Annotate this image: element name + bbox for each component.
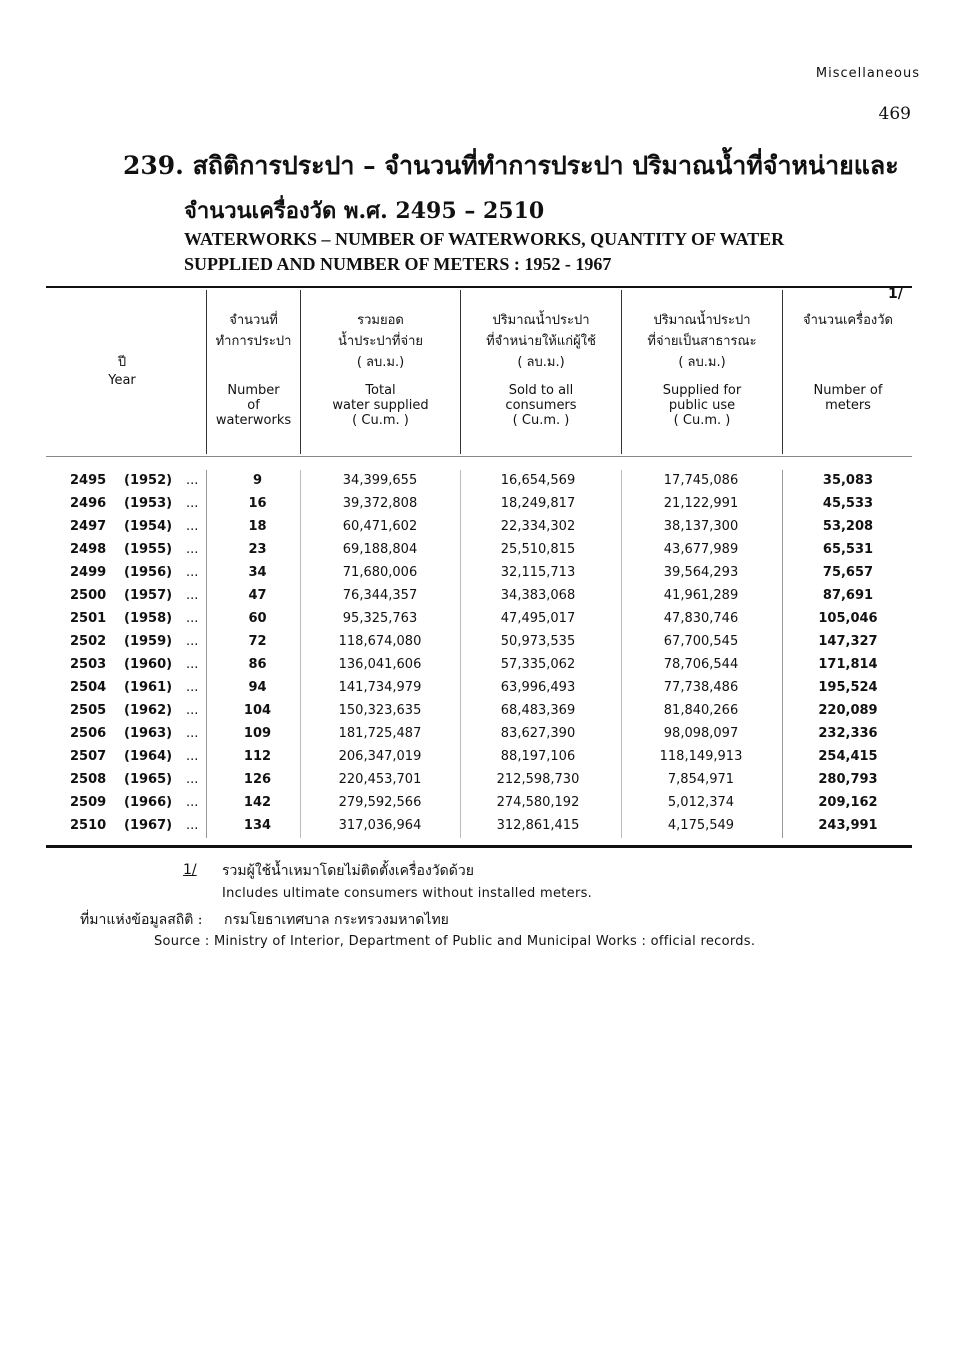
- table-row: [46, 726, 912, 749]
- header-public-en-unit: ( Cu.m. ): [673, 413, 731, 428]
- cell-total-supplied: 136,041,606: [338, 657, 422, 672]
- cell-leader-dots: ...: [186, 496, 199, 511]
- english-title-line1: WATERWORKS – NUMBER OF WATERWORKS, QUANTITY OF WATER: [184, 229, 785, 249]
- cell-year-be: 2506: [70, 726, 107, 741]
- cell-leader-dots: ...: [186, 588, 199, 603]
- cell-leader-dots: ...: [186, 726, 199, 741]
- cell-sold-to-consumers: 34,383,068: [500, 588, 576, 603]
- cell-total-supplied: 150,323,635: [338, 703, 422, 718]
- table-bottom-rule: [46, 845, 912, 848]
- cell-leader-dots: ...: [186, 795, 199, 810]
- cell-sold-to-consumers: 312,861,415: [496, 818, 580, 833]
- table-row: [46, 473, 912, 496]
- cell-year-be: 2504: [70, 680, 107, 695]
- cell-sold-to-consumers: 83,627,390: [500, 726, 576, 741]
- cell-sold-to-consumers: 50,973,535: [500, 634, 576, 649]
- header-public-english: [622, 383, 782, 428]
- cell-sold-to-consumers: 32,115,713: [500, 565, 576, 580]
- cell-public-use: 118,149,913: [659, 749, 743, 764]
- header-total-english: [301, 383, 460, 428]
- cell-year-ce: (1957): [124, 588, 173, 603]
- cell-meters-count: 209,162: [818, 795, 878, 810]
- table-row: [46, 519, 912, 542]
- cell-year-ce: (1956): [124, 565, 173, 580]
- table-row: [46, 818, 912, 841]
- cell-public-use: 77,738,486: [663, 680, 739, 695]
- thai-title-line2: จำนวนเครื่องวัด พ.ศ. 2495 – 2510: [184, 198, 545, 224]
- header-total-thai-1: รวมยอด: [357, 313, 404, 328]
- cell-total-supplied: 39,372,808: [342, 496, 418, 511]
- header-sold-en-unit: ( Cu.m. ): [512, 413, 570, 428]
- cell-public-use: 39,564,293: [663, 565, 739, 580]
- header-meters-en-1: Number of: [813, 383, 883, 398]
- cell-public-use: 98,098,097: [663, 726, 739, 741]
- cell-year-ce: (1966): [124, 795, 173, 810]
- cell-waterworks-count: 104: [243, 703, 272, 718]
- cell-waterworks-count: 134: [243, 818, 272, 833]
- header-public: [622, 310, 782, 428]
- cell-sold-to-consumers: 22,334,302: [500, 519, 576, 534]
- cell-sold-to-consumers: 57,335,062: [500, 657, 576, 672]
- header-sold: [461, 310, 621, 428]
- cell-total-supplied: 181,725,487: [338, 726, 422, 741]
- cell-meters-count: 65,531: [822, 542, 874, 557]
- source-english: Source : Ministry of Interior, Department of Public and Municipal Works : official records.: [154, 934, 756, 949]
- cell-total-supplied: 317,036,964: [338, 818, 422, 833]
- footnote-english: Includes ultimate consumers without installed meters.: [222, 886, 593, 901]
- cell-waterworks-count: 72: [248, 634, 267, 649]
- cell-year-ce: (1964): [124, 749, 173, 764]
- cell-public-use: 67,700,545: [663, 634, 739, 649]
- english-title-line2: SUPPLIED AND NUMBER OF METERS : 1952 - 1967: [184, 254, 612, 274]
- cell-year-be: 2501: [70, 611, 107, 626]
- cell-year-be: 2498: [70, 542, 107, 557]
- cell-year-be: 2497: [70, 519, 107, 534]
- cell-waterworks-count: 9: [252, 473, 263, 488]
- cell-sold-to-consumers: 212,598,730: [496, 772, 580, 787]
- cell-year-ce: (1954): [124, 519, 173, 534]
- cell-waterworks-count: 86: [248, 657, 267, 672]
- header-total-en-2: water supplied: [332, 398, 429, 413]
- cell-year-be: 2500: [70, 588, 107, 603]
- cell-waterworks-count: 94: [248, 680, 267, 695]
- cell-public-use: 38,137,300: [663, 519, 739, 534]
- cell-total-supplied: 34,399,655: [342, 473, 418, 488]
- header-waterworks-en-2: of: [247, 398, 260, 413]
- cell-year-be: 2510: [70, 818, 107, 833]
- cell-sold-to-consumers: 274,580,192: [496, 795, 580, 810]
- cell-leader-dots: ...: [186, 680, 199, 695]
- header-waterworks-en-3: waterworks: [215, 413, 292, 428]
- cell-public-use: 43,677,989: [663, 542, 739, 557]
- header-public-thai-1: ปริมาณน้ำประปา: [653, 313, 751, 328]
- cell-year-ce: (1958): [124, 611, 173, 626]
- cell-year-ce: (1955): [124, 542, 173, 557]
- cell-leader-dots: ...: [186, 772, 199, 787]
- cell-meters-count: 243,991: [818, 818, 878, 833]
- header-total-en-1: Total: [365, 383, 396, 398]
- header-public-en-1: Supplied for: [662, 383, 742, 398]
- table-row: [46, 772, 912, 795]
- cell-meters-count: 45,533: [822, 496, 874, 511]
- cell-year-ce: (1959): [124, 634, 173, 649]
- header-sold-en-2: consumers: [505, 398, 577, 413]
- cell-meters-count: 220,089: [818, 703, 878, 718]
- source-thai-label: ที่มาแห่งข้อมูลสถิติ :: [80, 912, 203, 928]
- cell-leader-dots: ...: [186, 565, 199, 580]
- header-public-thai-unit: ( ลบ.ม.): [678, 355, 726, 370]
- thai-title-line1: 239. สถิติการประปา – จำนวนที่ทำการประปา ปริมาณน้ำที่จำหน่ายและ: [123, 151, 899, 180]
- cell-year-ce: (1967): [124, 818, 173, 833]
- cell-year-be: 2495: [70, 473, 107, 488]
- cell-year-be: 2496: [70, 496, 107, 511]
- cell-total-supplied: 95,325,763: [342, 611, 418, 626]
- cell-waterworks-count: 112: [243, 749, 272, 764]
- cell-total-supplied: 279,592,566: [338, 795, 422, 810]
- header-public-thai-2: ที่จ่ายเป็นสาธารณะ: [647, 334, 757, 349]
- table-row: [46, 795, 912, 818]
- table-row: [46, 657, 912, 680]
- cell-public-use: 17,745,086: [663, 473, 739, 488]
- cell-meters-count: 280,793: [818, 772, 878, 787]
- cell-total-supplied: 206,347,019: [338, 749, 422, 764]
- table-row: [46, 703, 912, 726]
- header-year-thai: ปี: [117, 355, 127, 370]
- header-sold-en-1: Sold to all: [508, 383, 574, 398]
- cell-meters-count: 171,814: [818, 657, 878, 672]
- cell-year-be: 2499: [70, 565, 107, 580]
- cell-leader-dots: ...: [186, 657, 199, 672]
- header-bottom-rule: [46, 456, 912, 457]
- cell-public-use: 7,854,971: [667, 772, 735, 787]
- cell-year-be: 2508: [70, 772, 107, 787]
- cell-year-be: 2509: [70, 795, 107, 810]
- cell-total-supplied: 118,674,080: [338, 634, 422, 649]
- header-year: [60, 352, 184, 389]
- header-meters-en-2: meters: [825, 398, 871, 413]
- cell-total-supplied: 71,680,006: [342, 565, 418, 580]
- cell-meters-count: 105,046: [818, 611, 878, 626]
- cell-public-use: 4,175,549: [667, 818, 735, 833]
- header-waterworks-thai-1: จำนวนที่: [229, 313, 278, 328]
- header-waterworks-thai-2: ทำการประปา: [215, 334, 292, 349]
- table-row: [46, 588, 912, 611]
- table-row: [46, 542, 912, 565]
- table-row: [46, 749, 912, 772]
- cell-year-be: 2502: [70, 634, 107, 649]
- cell-year-ce: (1953): [124, 496, 173, 511]
- header-year-english: Year: [108, 373, 136, 388]
- header-sold-english: [461, 383, 621, 428]
- cell-year-be: 2505: [70, 703, 107, 718]
- footnote-thai: รวมผู้ใช้น้ำเหมาโดยไม่ติดตั้งเครื่องวัดด้วย: [222, 863, 474, 879]
- cell-waterworks-count: 34: [248, 565, 267, 580]
- cell-leader-dots: ...: [186, 749, 199, 764]
- cell-leader-dots: ...: [186, 818, 199, 833]
- header-meters-thai-1: จำนวนเครื่องวัด: [802, 313, 893, 328]
- cell-waterworks-count: 18: [248, 519, 267, 534]
- cell-waterworks-count: 23: [248, 542, 267, 557]
- table-row: [46, 680, 912, 703]
- cell-sold-to-consumers: 16,654,569: [500, 473, 576, 488]
- cell-leader-dots: ...: [186, 634, 199, 649]
- meters-footnote-mark: 1/: [888, 286, 903, 302]
- cell-leader-dots: ...: [186, 542, 199, 557]
- cell-public-use: 41,961,289: [663, 588, 739, 603]
- cell-meters-count: 53,208: [822, 519, 874, 534]
- cell-leader-dots: ...: [186, 611, 199, 626]
- cell-waterworks-count: 16: [248, 496, 267, 511]
- header-total-en-unit: ( Cu.m. ): [352, 413, 409, 428]
- cell-total-supplied: 220,453,701: [338, 772, 422, 787]
- cell-year-ce: (1960): [124, 657, 173, 672]
- cell-year-ce: (1962): [124, 703, 173, 718]
- header-total-thai-2: น้ำประปาที่จ่าย: [337, 334, 424, 349]
- header-total: [301, 310, 460, 428]
- page-number: 469: [878, 104, 911, 124]
- header-meters: [783, 310, 913, 413]
- cell-leader-dots: ...: [186, 519, 199, 534]
- cell-public-use: 47,830,746: [663, 611, 739, 626]
- table-row: [46, 611, 912, 634]
- header-public-en-2: public use: [668, 398, 736, 413]
- cell-meters-count: 254,415: [818, 749, 878, 764]
- cell-meters-count: 75,657: [822, 565, 874, 580]
- cell-total-supplied: 69,188,804: [342, 542, 418, 557]
- cell-meters-count: 232,336: [818, 726, 878, 741]
- cell-year-be: 2507: [70, 749, 107, 764]
- header-waterworks-en-1: Number: [227, 383, 280, 398]
- cell-sold-to-consumers: 25,510,815: [500, 542, 576, 557]
- cell-total-supplied: 60,471,602: [342, 519, 418, 534]
- cell-meters-count: 87,691: [822, 588, 874, 603]
- header-waterworks: [207, 310, 300, 428]
- cell-year-be: 2503: [70, 657, 107, 672]
- cell-public-use: 78,706,544: [663, 657, 739, 672]
- cell-public-use: 21,122,991: [663, 496, 739, 511]
- section-label: Miscellaneous: [815, 66, 920, 81]
- table-row: [46, 565, 912, 588]
- source-thai-text: กรมโยธาเทศบาล กระทรวงมหาดไทย: [224, 912, 449, 928]
- cell-waterworks-count: 126: [243, 772, 272, 787]
- cell-sold-to-consumers: 18,249,817: [500, 496, 576, 511]
- cell-public-use: 81,840,266: [663, 703, 739, 718]
- cell-waterworks-count: 47: [248, 588, 267, 603]
- cell-public-use: 5,012,374: [667, 795, 735, 810]
- cell-waterworks-count: 109: [243, 726, 272, 741]
- cell-meters-count: 35,083: [822, 473, 874, 488]
- cell-sold-to-consumers: 68,483,369: [500, 703, 576, 718]
- cell-waterworks-count: 142: [243, 795, 272, 810]
- cell-sold-to-consumers: 63,996,493: [500, 680, 576, 695]
- header-waterworks-english: [207, 383, 300, 428]
- footnote-mark: 1/: [183, 862, 197, 878]
- cell-meters-count: 195,524: [818, 680, 878, 695]
- cell-sold-to-consumers: 47,495,017: [500, 611, 576, 626]
- header-sold-thai-2: ที่จำหน่ายให้แก่ผู้ใช้: [486, 334, 596, 349]
- cell-year-ce: (1952): [124, 473, 173, 488]
- header-sold-thai-unit: ( ลบ.ม.): [517, 355, 565, 370]
- header-total-thai-unit: ( ลบ.ม.): [356, 355, 405, 370]
- header-meters-english: [783, 383, 913, 413]
- cell-year-ce: (1965): [124, 772, 173, 787]
- cell-leader-dots: ...: [186, 703, 199, 718]
- cell-year-ce: (1961): [124, 680, 173, 695]
- cell-total-supplied: 76,344,357: [342, 588, 418, 603]
- cell-waterworks-count: 60: [248, 611, 267, 626]
- cell-year-ce: (1963): [124, 726, 173, 741]
- cell-meters-count: 147,327: [818, 634, 878, 649]
- cell-total-supplied: 141,734,979: [338, 680, 422, 695]
- table-row: [46, 496, 912, 519]
- cell-sold-to-consumers: 88,197,106: [500, 749, 576, 764]
- table-top-rule: [46, 286, 912, 288]
- table-row: [46, 634, 912, 657]
- header-sold-thai-1: ปริมาณน้ำประปา: [492, 313, 590, 328]
- cell-leader-dots: ...: [186, 473, 199, 488]
